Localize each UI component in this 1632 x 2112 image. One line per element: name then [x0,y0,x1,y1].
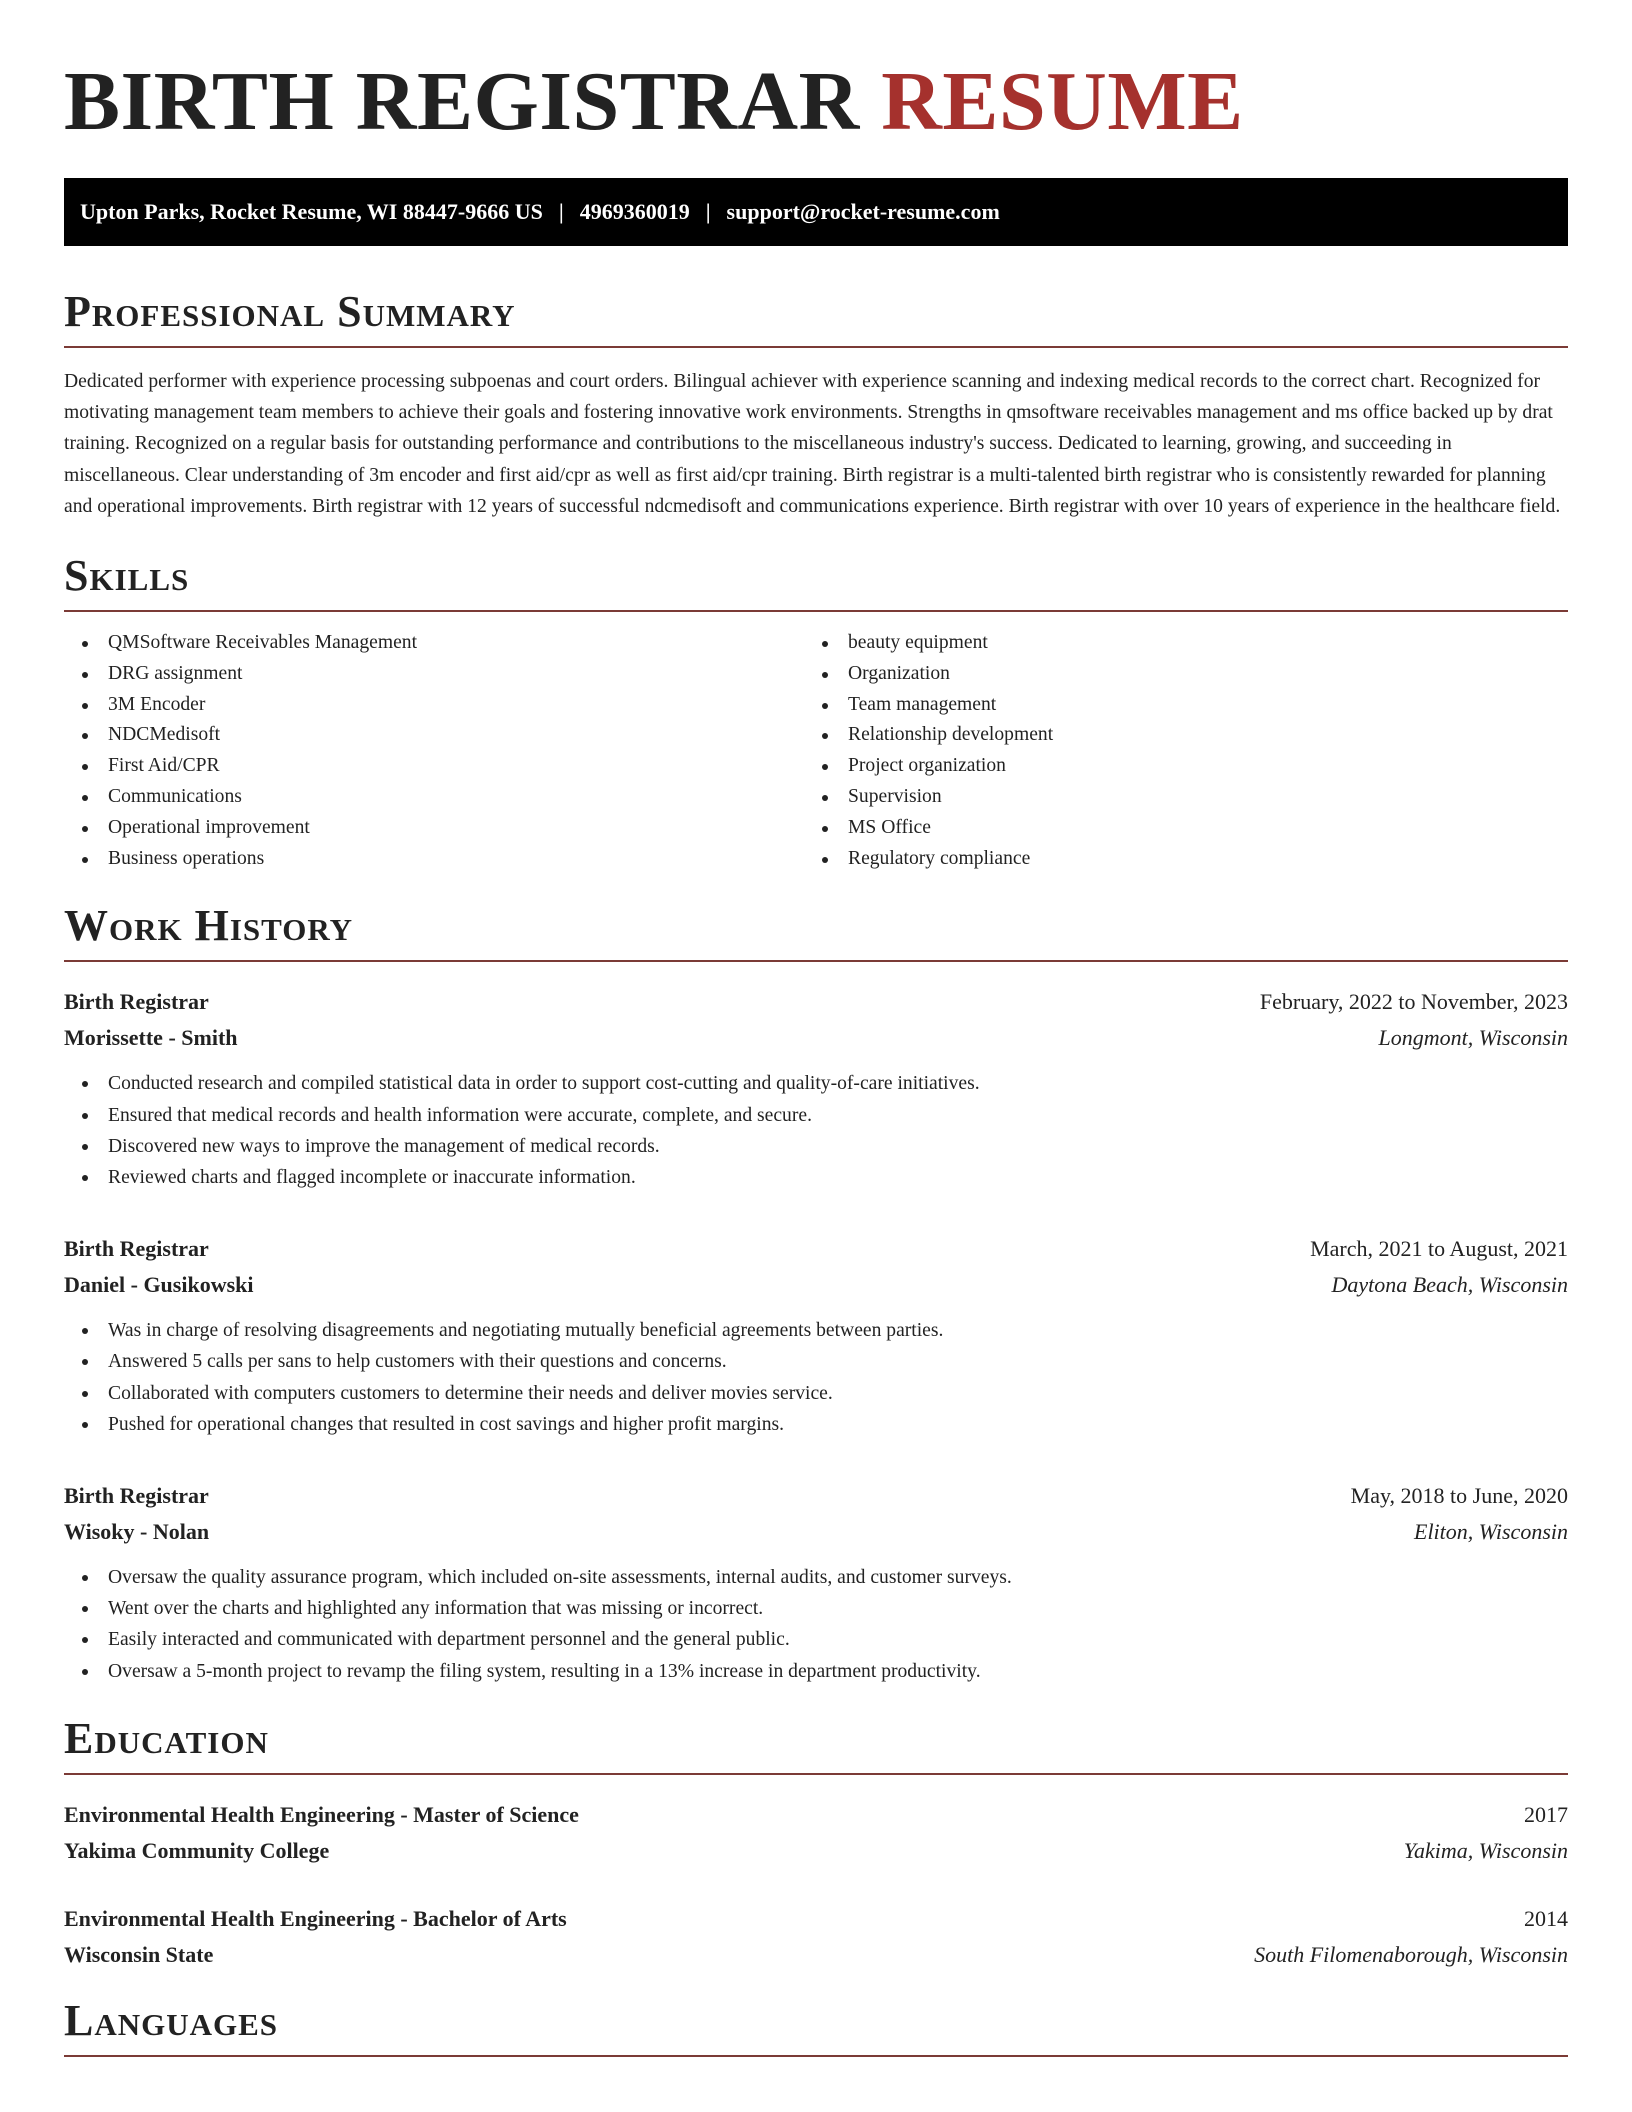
skill-item: 3M Encoder [64,690,804,721]
contact-phone: 4969360019 [579,199,690,224]
contact-bar [64,178,1568,246]
skill-item: Regulatory compliance [804,844,1544,875]
skill-item: Relationship development [804,720,1544,751]
job-bullets [64,1068,1568,1193]
skill-item: First Aid/CPR [64,751,804,782]
job-bullet: Was in charge of resolving disagreements and negotiating mutually beneficial agreements between parties. [64,1315,1568,1346]
contact-address: Upton Parks, Rocket Resume, WI 88447-9666 US [80,199,543,224]
job-bullet: Oversaw a 5-month project to revamp the filing system, resulting in a 13% increase in department productivity. [64,1656,1568,1687]
education-entry [64,1797,1568,1869]
resume-title [64,56,1568,148]
education-school: Yakima Community College [64,1837,330,1863]
resume-content [64,56,1568,2057]
title-main: BIRTH REGISTRAR [64,55,860,148]
job-company: Morissette - Smith [64,1025,238,1051]
title-accent: RESUME [881,55,1244,148]
skill-item: beauty equipment [804,628,1544,659]
skills-column-right [804,628,1544,874]
skill-item: Team management [804,690,1544,721]
job-bullet: Oversaw the quality assurance program, which included on-site assessments, internal audits, and customer surveys. [64,1562,1568,1593]
skills-section [64,551,1568,874]
job-role: Birth Registrar [64,1483,209,1509]
summary-section [64,287,1568,522]
education-year: 2014 [1524,1905,1568,1931]
education-section [64,1713,1568,1973]
skill-item: DRG assignment [64,659,804,690]
skills-column-left [64,628,804,874]
skill-item: Project organization [804,751,1544,782]
contact-separator: | [705,199,711,224]
education-degree: Environmental Health Engineering - Master of Science [64,1801,579,1827]
job-entry [64,984,1568,1193]
job-location: Daytona Beach, Wisconsin [1331,1272,1568,1298]
education-location: Yakima, Wisconsin [1403,1837,1568,1863]
job-dates: March, 2021 to August, 2021 [1310,1236,1568,1262]
job-bullet: Answered 5 calls per sans to help customers with their questions and concerns. [64,1346,1568,1377]
education-degree: Environmental Health Engineering - Bachelor of Arts [64,1905,567,1931]
job-bullet: Conducted research and compiled statistical data in order to support cost-cutting and quality-of-care initiatives. [64,1068,1568,1099]
job-entry [64,1478,1568,1687]
section-title-summary: Professional Summary [64,290,1568,348]
job-company: Daniel - Gusikowski [64,1272,254,1298]
skill-item: MS Office [804,813,1544,844]
job-dates: February, 2022 to November, 2023 [1259,989,1568,1015]
skill-item: Communications [64,782,804,813]
job-dates: May, 2018 to June, 2020 [1350,1483,1568,1509]
job-bullet: Easily interacted and communicated with department personnel and the general public. [64,1624,1568,1655]
section-title-education: Education [64,1717,1568,1775]
job-role: Birth Registrar [64,989,209,1015]
job-bullet: Ensured that medical records and health information were accurate, complete, and secure. [64,1100,1568,1131]
education-entry [64,1901,1568,1973]
education-school: Wisconsin State [64,1941,214,1967]
skills-grid [64,628,1568,874]
job-location: Eliton, Wisconsin [1414,1519,1568,1545]
job-bullets [64,1562,1568,1687]
job-role: Birth Registrar [64,1236,209,1262]
summary-text: Dedicated performer with experience processing subpoenas and court orders. Bilingual achiever with experience scanning and indexing medical records to the correct chart. Recognized for motivating management team members to achieve their goals and fostering innovative work environments. Strengths in qmsoftware receivables management and ms office backed up by drat training. Recognized on a regular basis for outstanding performance and contributions to the miscellaneous industry's success. Dedicated to learning, growing, and succeeding in miscellaneous. Clear understanding of 3m encoder and first aid/cpr as well as first aid/cpr training. Birth registrar is a multi-talented birth registrar who is consistently rewarded for planning and operational improvements. Birth registrar with 12 years of successful ndcmedisoft and communications experience. Birth registrar with over 10 years of experience in the healthcare field. [64,371,1561,517]
education-location: South Filomenaborough, Wisconsin [1254,1941,1568,1967]
section-title-work-history: Work History [64,904,1568,962]
skill-item: Organization [804,659,1544,690]
section-title-skills: Skills [64,554,1568,612]
job-bullet: Discovered new ways to improve the management of medical records. [64,1131,1568,1162]
skill-item: Supervision [804,782,1544,813]
job-bullet: Reviewed charts and flagged incomplete or inaccurate information. [64,1162,1568,1193]
job-company: Wisoky - Nolan [64,1519,210,1545]
work-history-section [64,901,1568,1686]
languages-section [64,1995,1568,2057]
job-location: Longmont, Wisconsin [1378,1025,1568,1051]
skill-item: NDCMedisoft [64,720,804,751]
education-year: 2017 [1524,1801,1568,1827]
job-bullet: Collaborated with computers customers to determine their needs and deliver movies service. [64,1378,1568,1409]
contact-email: support@rocket-resume.com [726,199,1000,224]
skill-item: Business operations [64,844,804,875]
contact-separator: | [558,199,564,224]
skill-item: QMSoftware Receivables Management [64,628,804,659]
job-entry [64,1231,1568,1440]
job-bullet: Went over the charts and highlighted any information that was missing or incorrect. [64,1593,1568,1624]
job-bullet: Pushed for operational changes that resulted in cost savings and higher profit margins. [64,1409,1568,1440]
job-bullets [64,1315,1568,1440]
skill-item: Operational improvement [64,813,804,844]
section-title-languages: Languages [64,1999,1568,2057]
